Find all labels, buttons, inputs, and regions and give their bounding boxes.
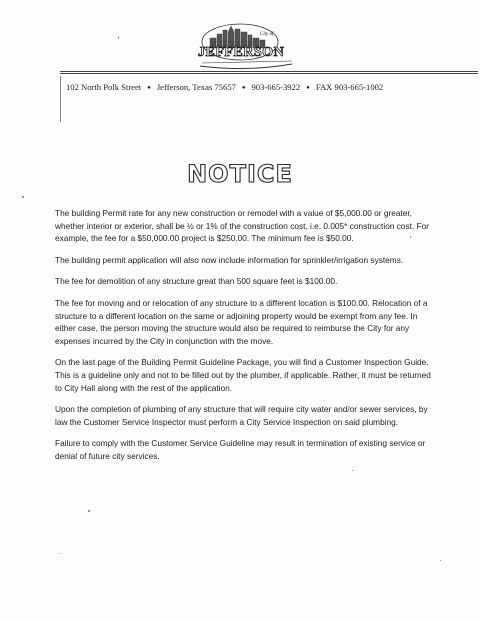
separator-dot: ●: [306, 85, 310, 91]
paragraph-compliance: Failure to comply with the Customer Service Guideline may result in termination of existing service or denial of future city services.: [55, 438, 426, 461]
letterhead-address: [66, 82, 383, 92]
logo-city-of-text: City of: [260, 32, 274, 37]
paragraph-relocation: The fee for moving and or relocation of any structure to a different location is $100.00. Relocation of a structure to a different location on the same or adjoining property would be exempt from any fee. In either case, the person moving the structure would also be required to reimburse the City for any expenses incurred by the City in conjunction with the move.: [55, 297, 428, 346]
scan-speck: [60, 553, 61, 554]
city-state-zip: Jefferson, Texas 75657: [156, 82, 236, 92]
logo-city-name: JEFFERSON: [198, 45, 285, 60]
header-rule-top: [60, 71, 478, 72]
header-rule-bottom: [60, 73, 478, 74]
scan-speck: [352, 470, 353, 471]
notice-body: [55, 207, 433, 472]
paragraph-inspection-guide: On the last page of the Building Permit Guideline Package, you will find a Customer Inspection Guide. This is a guideline only and not to be filled out by the plumber, if applicable. Rather, it must be returned to City Hall along with the rest of the application.: [55, 357, 431, 393]
margin-mark: [60, 76, 61, 122]
scan-speck: [440, 560, 441, 561]
phone-number: 903-665-3922: [251, 82, 301, 92]
street-address: 102 North Polk Street: [66, 82, 142, 92]
paragraph-demolition: The fee for demolition of any structure great than 500 square feet is $100.00.: [55, 276, 338, 287]
scan-speck: [22, 196, 24, 198]
separator-dot: ●: [147, 85, 151, 91]
separator-dot: ●: [241, 85, 246, 91]
fax-number: FAX 903-665-1002: [315, 82, 384, 92]
city-logo: [196, 20, 296, 72]
paragraph-sprinkler: The building permit application will also now include information for sprinkler/irrigation systems.: [55, 254, 404, 265]
scan-speck: [88, 510, 90, 512]
scan-speck: [118, 36, 119, 39]
scan-speck: [410, 236, 411, 238]
paragraph-plumbing: Upon the completion of plumbing of any structure that will require city water and/or sewer services, by law the Customer Service Inspector must perform a City Service Inspection on said plumbing.: [55, 404, 428, 427]
paragraph-permit-rate: The building Permit rate for any new construction or remodel with a value of $5,000.00 or greater, whether interior or exterior, shall be ½ or 1% of the construction cost, i.e. 0.005* construction cost. For example, the fee for a $50,000.00 project is $250.00. The minimum fee is $50.00.: [55, 208, 430, 244]
notice-title: NOTICE: [187, 160, 293, 188]
